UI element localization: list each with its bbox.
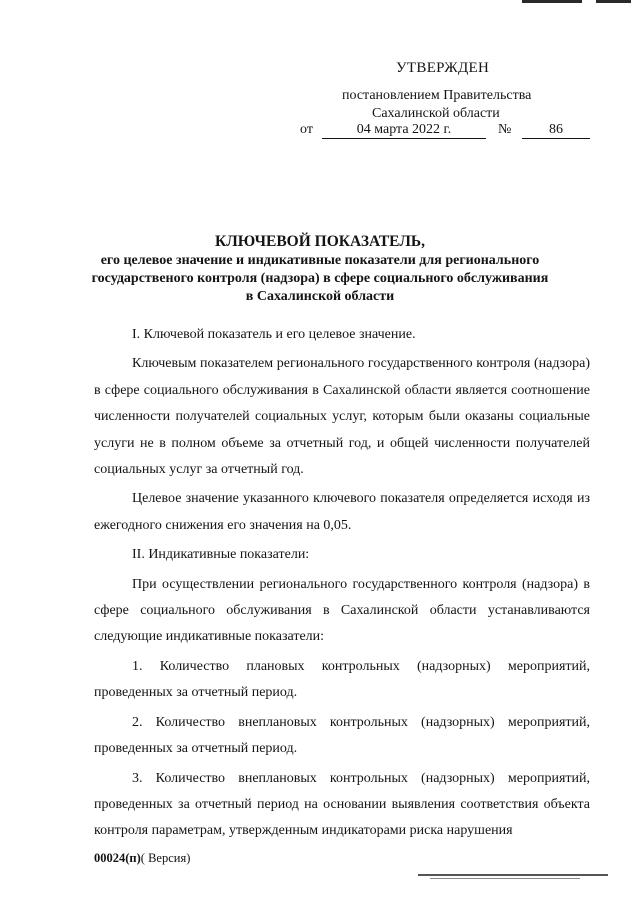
document-footer [94, 851, 190, 866]
approval-decree: постановлением Правительства [342, 88, 532, 103]
scan-artifact-bottom [418, 874, 608, 876]
date-prefix: от [300, 122, 313, 137]
section1-heading: I. Ключевой показатель и его целевое значение. [132, 327, 416, 342]
indicator-item-2: 2. Количество внеплановых контрольных (надзорных) мероприятий, проведенных за отчетный период. [94, 714, 590, 757]
indicator-item-1: 1. Количество плановых контрольных (надзорных) мероприятий, проведенных за отчетный период. [94, 658, 590, 701]
section1-paragraph-2: Целевое значение указанного ключевого показателя определяется исходя из ежегодного снижения его значения на 0,05. [94, 491, 590, 533]
approval-status: УТВЕРЖДЕН [396, 60, 490, 76]
approval-date: 04 марта 2022 г. [322, 122, 486, 139]
scan-artifact-bottom-2 [430, 878, 580, 879]
title-sub-line-1: его целевое значение и индикативные показатели для регионального [100, 253, 540, 268]
footer-code: 00024(п) [94, 851, 141, 865]
section1-paragraph-1: Ключевым показателем регионального государственного контроля (надзора) в сфере социального обслуживания в Сахалинской области является соотношение численности получателей социальных услуг, которым были оказаны социальные услуги не в полном объеме за отчетный год, и общей численности получателей социальных услуг за отчетный год. [94, 356, 590, 478]
title-main: КЛЮЧЕВОЙ ПОКАЗАТЕЛЬ, [214, 233, 425, 250]
approval-region: Сахалинской области [372, 106, 500, 121]
document-title [60, 232, 580, 306]
number-sign: № [498, 122, 512, 137]
indicator-item-3: 3. Количество внеплановых контрольных (надзорных) мероприятий, проведенных за отчетный период на основании выявления соответствия объекта контроля параметрам, утвержденным индикаторами риска нарушения [94, 770, 590, 839]
document-body [94, 322, 590, 845]
scan-artifact-top-right [596, 0, 631, 3]
section2-heading: II. Индикативные показатели: [132, 547, 310, 563]
section2-intro: При осуществлении регионального государственного контроля (надзора) в сфере социального обслуживания в Сахалинской области устанавливаются следующие индикативные показатели: [94, 576, 590, 645]
title-sub-line-3: в Сахалинской области [245, 289, 395, 304]
scan-artifact-top [522, 0, 582, 3]
title-sub-line-2: государственого контроля (надзора) в сфере социального обслуживания [91, 271, 549, 286]
footer-version: ( Версия) [140, 851, 191, 865]
approval-number: 86 [522, 122, 590, 139]
